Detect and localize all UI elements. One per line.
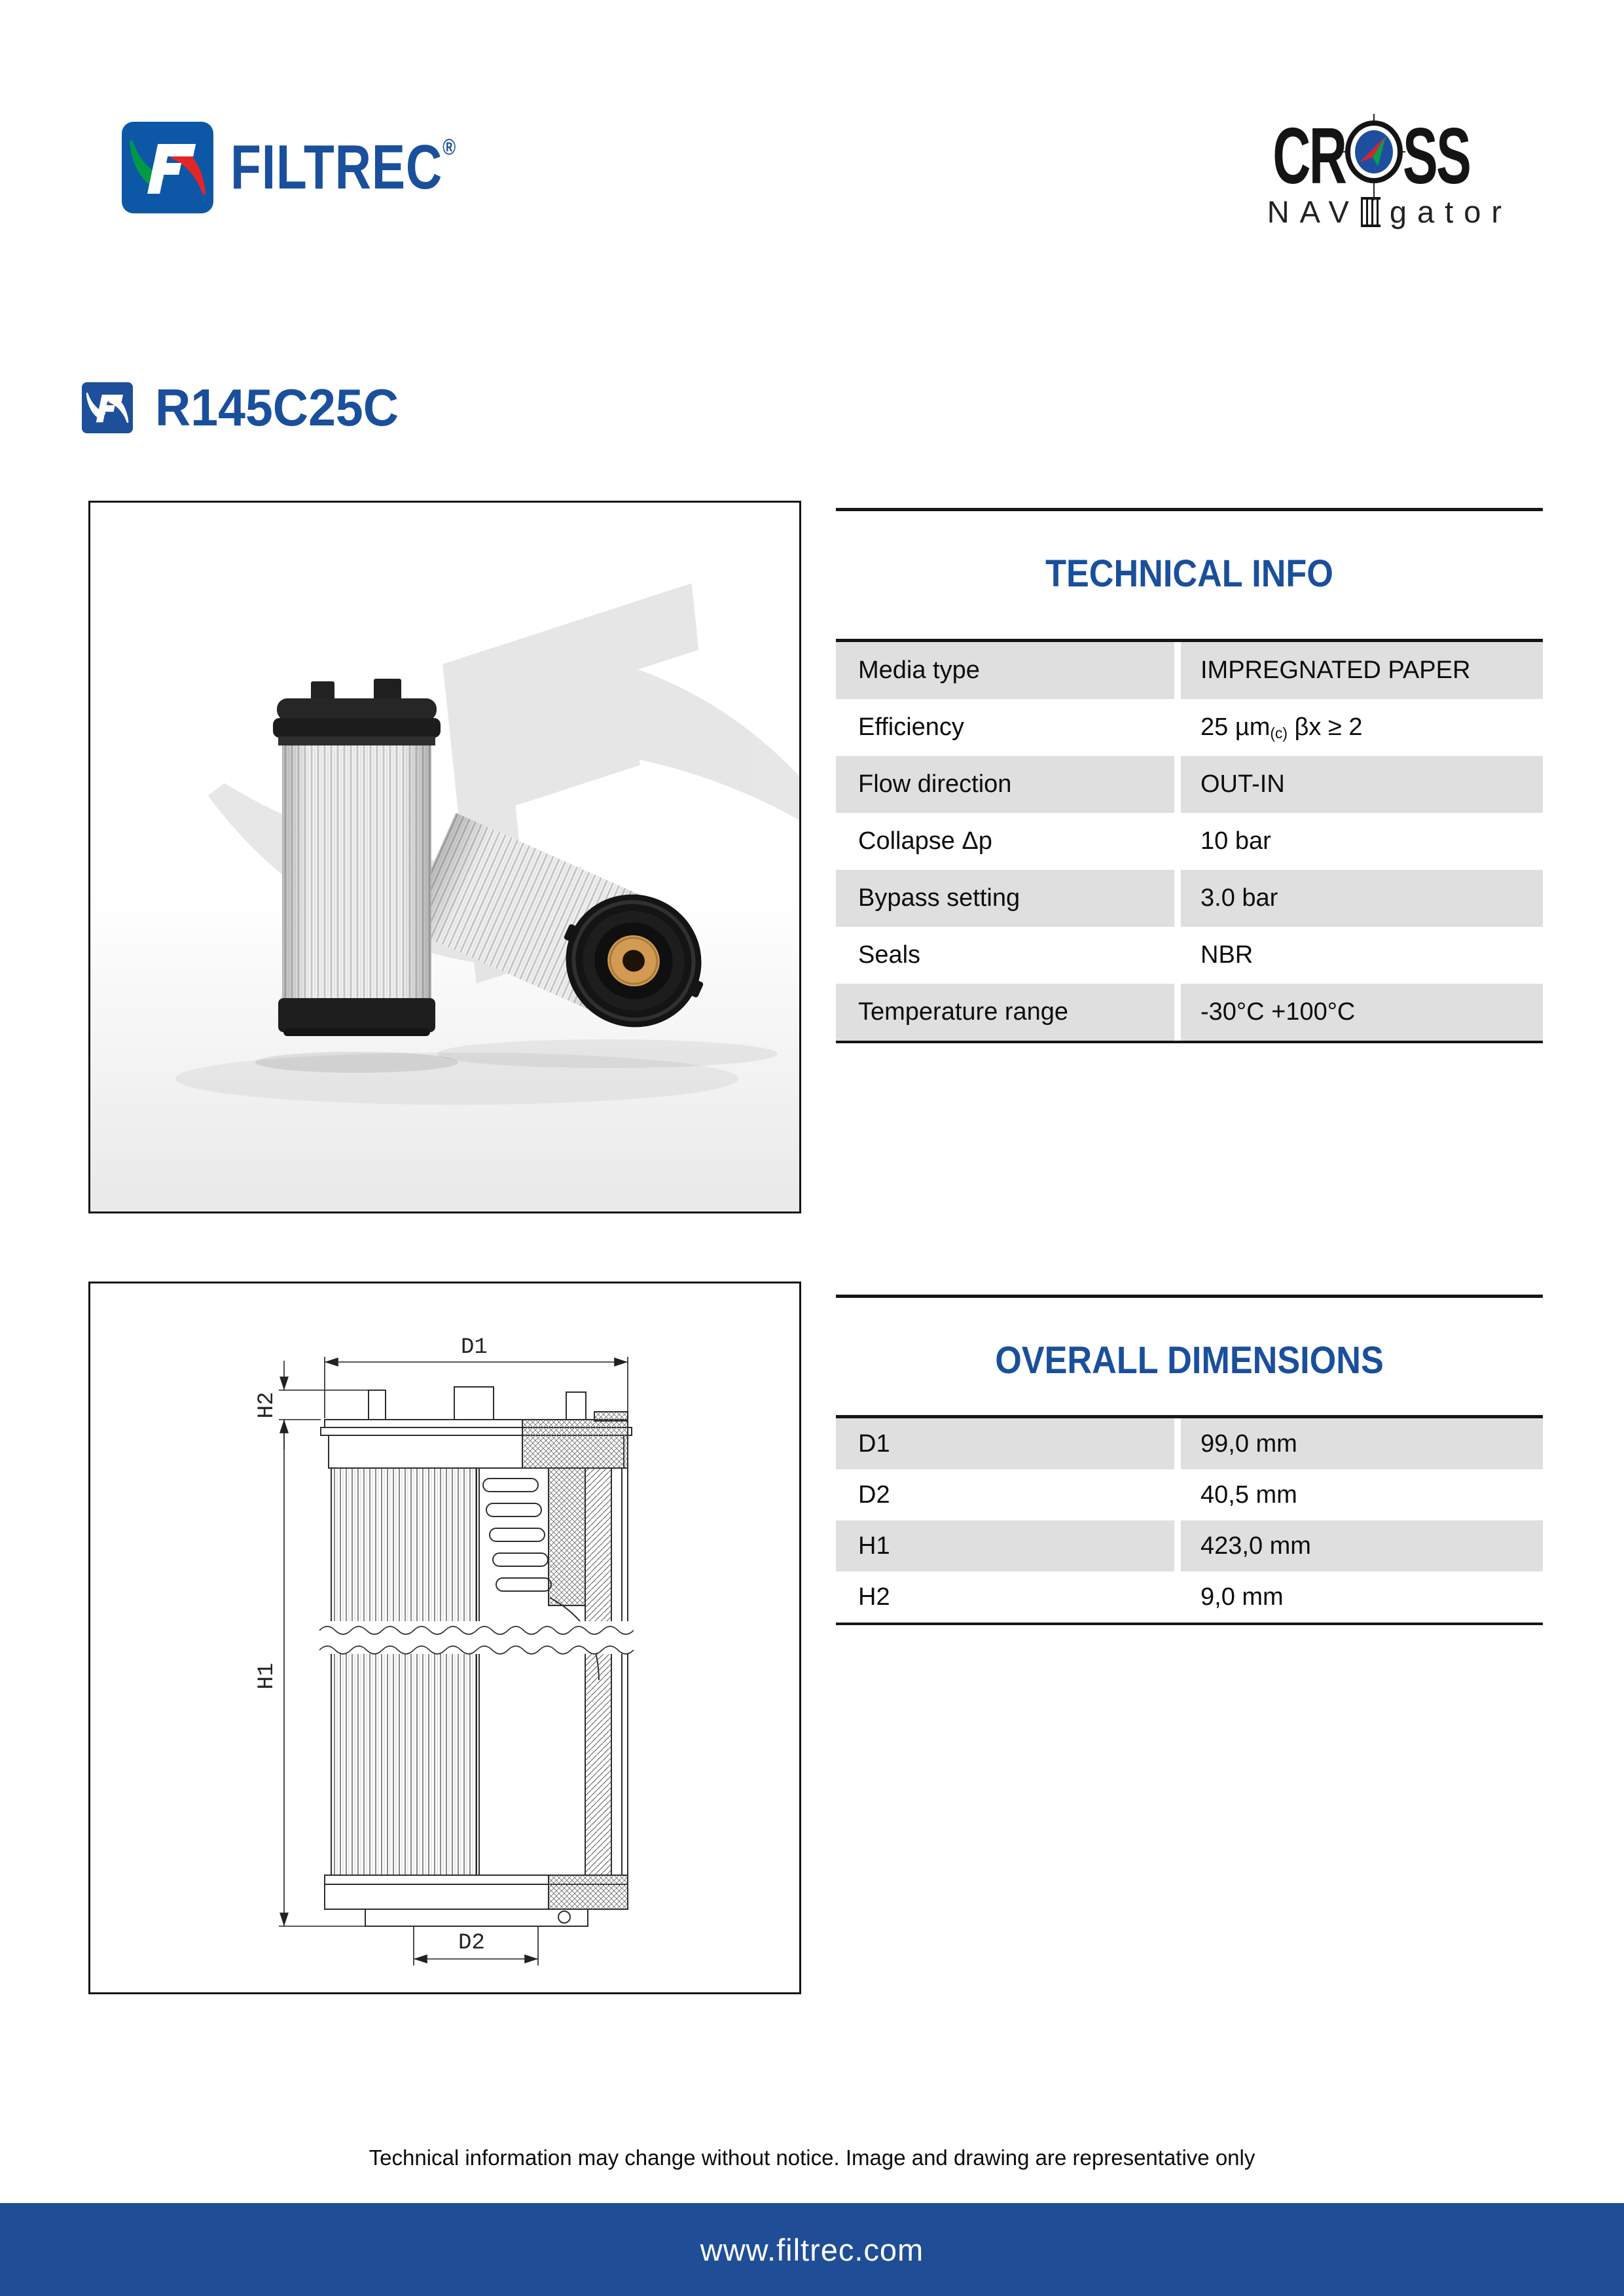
product-code-row [82, 378, 414, 438]
technical-info-table [836, 639, 1543, 1043]
row-value: 99,0 mm [1181, 1418, 1543, 1469]
row-label: Seals [836, 927, 1174, 984]
dim-label-d1: D1 [461, 1335, 488, 1360]
row-value: IMPREGNATED PAPER [1181, 642, 1543, 699]
row-value: 3.0 bar [1181, 870, 1543, 927]
navigator-wordmark: NAV gator [1267, 194, 1512, 229]
table-row [836, 699, 1543, 756]
footer-disclaimer: Technical information may change without notice. Image and drawing are representative only [369, 2145, 1255, 2170]
technical-drawing [88, 1282, 801, 1994]
technical-info-section [836, 508, 1543, 1043]
row-label: Media type [836, 642, 1174, 699]
column-gap [1174, 1469, 1181, 1520]
table-row [836, 642, 1543, 699]
dim-label-h2: H2 [255, 1391, 280, 1419]
filtrec-logo [122, 122, 513, 213]
column-gap [1174, 756, 1181, 813]
row-value: 423,0 mm [1181, 1520, 1543, 1571]
filtrec-small-mark-icon [82, 382, 133, 433]
row-value: -30°C +100°C [1181, 984, 1543, 1041]
cross-wordmark: CR SS [1272, 111, 1470, 200]
dim-label-d2: D2 [458, 1931, 485, 1956]
column-gap [1174, 870, 1181, 927]
row-label: D1 [836, 1418, 1174, 1469]
section-rule [836, 508, 1543, 511]
row-label: Collapse Δp [836, 813, 1174, 870]
row-label: H2 [836, 1571, 1174, 1623]
page-title: R145C25C [155, 378, 399, 437]
dim-label-h1: H1 [255, 1662, 280, 1690]
column-gap [1174, 1520, 1181, 1571]
column-gap [1174, 699, 1181, 756]
table-row [836, 1571, 1543, 1623]
table-row [836, 1418, 1543, 1469]
technical-info-title: TECHNICAL INFO [1045, 552, 1333, 595]
table-row [836, 756, 1543, 813]
compass-icon [1343, 114, 1405, 200]
row-value: 25 µm (c) βx ≥ 2 [1181, 699, 1543, 756]
table-row [836, 927, 1543, 984]
row-label: Bypass setting [836, 870, 1174, 927]
website-link[interactable]: www.filtrec.com [700, 2232, 924, 2267]
table-row [836, 813, 1543, 870]
overall-dimensions-table [836, 1415, 1543, 1625]
row-value: 10 bar [1181, 813, 1543, 870]
table-row [836, 870, 1543, 927]
filtrec-mark-icon [122, 122, 213, 213]
column-gap [1174, 984, 1181, 1041]
filter-element-standing [255, 679, 458, 1073]
row-label: D2 [836, 1469, 1174, 1520]
column-gap [1174, 1571, 1181, 1623]
column-gap [1174, 813, 1181, 870]
product-photo [88, 501, 801, 1213]
row-label: Efficiency [836, 699, 1174, 756]
registered-mark: ® [442, 135, 456, 160]
row-label: H1 [836, 1520, 1174, 1571]
row-label: Temperature range [836, 984, 1174, 1041]
row-value: 40,5 mm [1181, 1469, 1543, 1520]
overall-dimensions-title: OVERALL DIMENSIONS [995, 1339, 1384, 1382]
table-row [836, 1520, 1543, 1571]
column-gap [1174, 927, 1181, 984]
row-value: NBR [1181, 927, 1543, 984]
table-row [836, 1469, 1543, 1520]
row-value: OUT-IN [1181, 756, 1543, 813]
navigator-i-stripes-icon [1361, 197, 1380, 227]
overall-dimensions-section [836, 1295, 1543, 1625]
footer-bar [0, 2203, 1624, 2296]
section-rule [836, 1295, 1543, 1298]
cross-navigator-logo [1212, 110, 1526, 230]
filtrec-wordmark: FILTREC® [230, 132, 456, 202]
table-row [836, 984, 1543, 1041]
column-gap [1174, 642, 1181, 699]
row-label: Flow direction [836, 756, 1174, 813]
row-value: 9,0 mm [1181, 1571, 1543, 1623]
column-gap [1174, 1418, 1181, 1469]
